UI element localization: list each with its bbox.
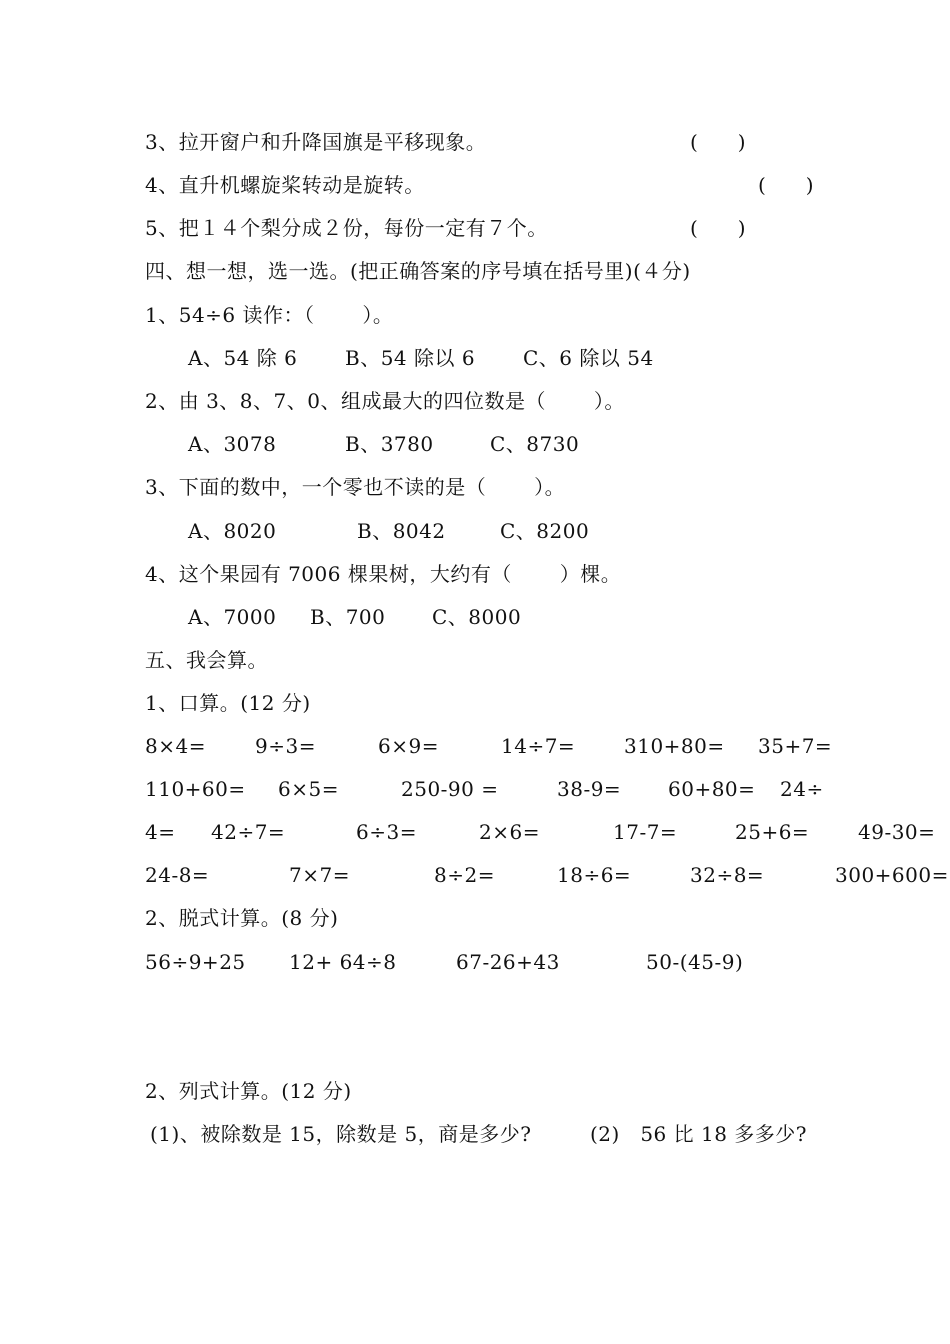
choice-option: C、6 除以 54 xyxy=(523,346,654,370)
choice-option: C、8200 xyxy=(500,519,590,543)
oral-problem: 250-90 = xyxy=(401,777,499,801)
choice-option: C、8730 xyxy=(490,432,580,456)
oral-problem: 35+7= xyxy=(758,734,833,758)
answer-blank[interactable]: ( ) xyxy=(690,130,746,154)
step-calc-problem: 67-26+43 xyxy=(456,950,560,974)
section-title-choice: 四、想一想，选一选。(把正确答案的序号填在括号里)(４分) xyxy=(145,259,691,283)
oral-problem: 24-8= xyxy=(145,863,210,887)
choice-option: A、7000 xyxy=(188,605,277,629)
choice-option: A、54 除 6 xyxy=(188,346,298,370)
oral-problem: 2×6= xyxy=(479,820,540,844)
choice-question-3: 3、下面的数中，一个零也不读的是（ ）。 xyxy=(145,475,566,499)
answer-blank[interactable]: ( ) xyxy=(690,216,746,240)
oral-problem: 49-30= xyxy=(858,820,936,844)
choice-option: B、3780 xyxy=(345,432,434,456)
oral-problem: 6×5= xyxy=(278,777,339,801)
choice-option: B、700 xyxy=(310,605,386,629)
judge-item-3: 3、拉开窗户和升降国旗是平移现象。 xyxy=(145,130,487,154)
step-calc-problem: 12+ 64÷8 xyxy=(289,950,397,974)
oral-problem: 14÷7= xyxy=(501,734,576,758)
choice-option: B、8042 xyxy=(357,519,446,543)
oral-problem: 24÷ xyxy=(780,777,824,801)
oral-problem: 32÷8= xyxy=(690,863,765,887)
oral-problem: 60+80= xyxy=(668,777,756,801)
step-calc-problem: 56÷9+25 xyxy=(145,950,246,974)
section-title-calc: 五、我会算。 xyxy=(145,648,268,672)
oral-problem: 42÷7= xyxy=(211,820,286,844)
oral-problem: 6×9= xyxy=(378,734,439,758)
oral-problem: 18÷6= xyxy=(557,863,632,887)
oral-problem: 25+6= xyxy=(735,820,810,844)
step-calc-title: 2、脱式计算。(8 分) xyxy=(145,906,339,930)
choice-option: A、8020 xyxy=(188,519,277,543)
choice-question-2: 2、由 3、8、7、0、组成最大的四位数是（ ）。 xyxy=(145,389,625,413)
choice-option: A、3078 xyxy=(188,432,277,456)
oral-problem: 300+600= xyxy=(835,863,949,887)
word-calc-title: 2、列式计算。(12 分) xyxy=(145,1079,352,1103)
oral-problem: 110+60= xyxy=(145,777,246,801)
choice-question-1: 1、54÷6 读作：（ ）。 xyxy=(145,303,394,327)
oral-problem: 9÷3= xyxy=(255,734,316,758)
step-calc-problem: 50-(45-9) xyxy=(646,950,744,974)
choice-option: C、8000 xyxy=(432,605,522,629)
oral-problem: 7×7= xyxy=(289,863,350,887)
oral-calc-title: 1、口算。(12 分) xyxy=(145,691,311,715)
choice-question-4: 4、这个果园有 7006 棵果树，大约有（ ）棵。 xyxy=(145,562,622,586)
oral-problem: 8÷2= xyxy=(434,863,495,887)
oral-problem: 17-7= xyxy=(613,820,678,844)
oral-problem: 8×4= xyxy=(145,734,206,758)
word-calc-question-2: (2) 56 比 18 多多少? xyxy=(590,1122,808,1146)
oral-problem: 4= xyxy=(145,820,176,844)
oral-problem: 38-9= xyxy=(557,777,622,801)
judge-item-5: 5、把１４个梨分成２份，每份一定有７个。 xyxy=(145,216,548,240)
word-calc-question-1: (1)、被除数是 15，除数是 5，商是多少? xyxy=(150,1122,532,1146)
oral-problem: 310+80= xyxy=(624,734,725,758)
choice-option: B、54 除以 6 xyxy=(345,346,476,370)
answer-blank[interactable]: ( ) xyxy=(758,173,814,197)
judge-item-4: 4、直升机螺旋桨转动是旋转。 xyxy=(145,173,425,197)
oral-problem: 6÷3= xyxy=(356,820,417,844)
